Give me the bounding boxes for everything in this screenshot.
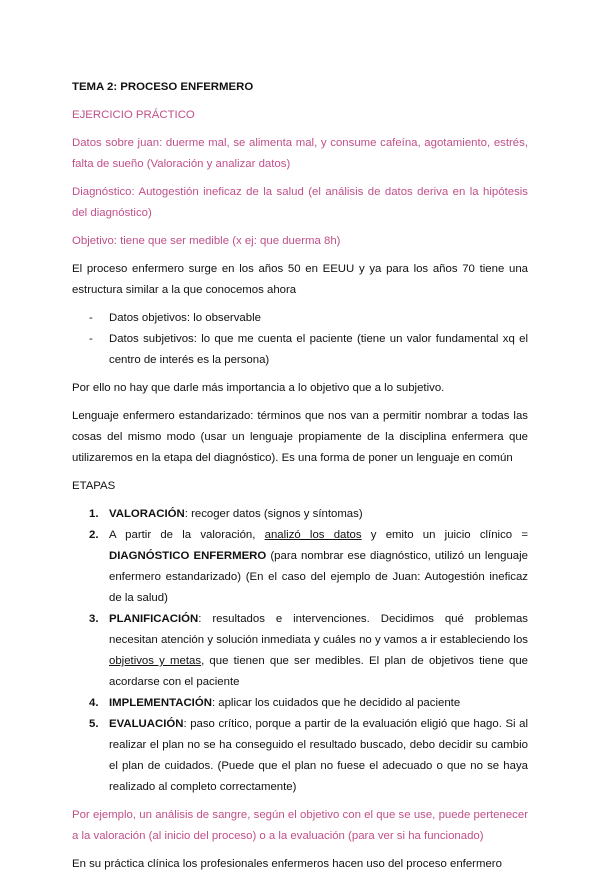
step-term: EVALUACIÓN: [109, 718, 184, 730]
page-title: TEMA 2: PROCESO ENFERMERO: [72, 81, 254, 93]
data-types-list: [72, 308, 528, 371]
step-valoracion: [72, 504, 528, 525]
list-item: [72, 308, 528, 329]
step-number: 4.: [89, 697, 99, 709]
step-number: 1.: [89, 508, 99, 520]
etapas-heading: ETAPAS: [72, 480, 116, 492]
intro-paragraph: El proceso enfermero surge en los años 50 en EEUU y ya para los años 70 tiene una estructura similar a la que conocemos ahora: [72, 263, 528, 296]
list-item: [72, 329, 528, 371]
list-item-text: Datos subjetivos: lo que me cuenta el paciente (tiene un valor fundamental xq el centro de interés es la persona): [109, 333, 528, 366]
step-text: y emito un juicio clínico =: [361, 529, 528, 541]
step-diagnostico: [72, 525, 528, 609]
step-text: : resultados e intervenciones. Decidimos qué problemas necesitan atención y solución inmediata y cuáles no y vamos a ir estableciendo los: [109, 613, 528, 646]
step-number: 2.: [89, 529, 99, 541]
step-text: A partir de la valoración,: [109, 529, 265, 541]
step-text: , que tienen que ser medibles. El plan de objetivos tiene que acordarse con el paciente: [109, 655, 528, 688]
exercise-datos: Datos sobre juan: duerme mal, se alimenta mal, y consume cafeína, agotamiento, estrés, falta de sueño (Valoración y analizar datos): [72, 137, 528, 170]
dash-bullet: -: [89, 312, 93, 324]
etapas-list: [72, 504, 528, 798]
closing-paragraph: En su práctica clínica los profesionales enfermeros hacen uso del proceso enfermero: [72, 858, 502, 870]
step-underlined-text: objetivos y metas: [109, 655, 202, 667]
dash-bullet: -: [89, 333, 93, 345]
importance-paragraph: Por ello no hay que darle más importancia a lo objetivo que a lo subjetivo.: [72, 382, 445, 394]
example-paragraph: Por ejemplo, un análisis de sangre, según el objetivo con el que se use, puede pertenecer a la valoración (al inicio del proceso) o a la evaluación (para ver si ha funcionado): [72, 809, 528, 842]
step-text: : paso crítico, porque a partir de la evaluación eligió que hago. Si al realizar el plan no se ha conseguido el resultado buscado, debo decidir su cambio el plan de cuidados. (Puede que el plan no fuese el adecuado o que no se haya realizado al completo correctamente): [109, 718, 528, 793]
step-planificacion: [72, 609, 528, 693]
list-item-text: Datos objetivos: lo observable: [109, 312, 261, 324]
step-term: IMPLEMENTACIÓN: [109, 697, 212, 709]
step-term: PLANIFICACIÓN: [109, 613, 199, 625]
step-term: VALORACIÓN: [109, 508, 185, 520]
lenguaje-paragraph: Lenguaje enfermero estandarizado: términos que nos van a permitir nombrar a todas las cosas del mismo modo (usar un lenguaje propiamente de la disciplina enfermera que utilizaremos en la etapa del diagnóstico). Es una forma de poner un lenguaje en común: [72, 410, 528, 464]
step-text: : recoger datos (signos y síntomas): [184, 508, 363, 520]
step-implementacion: [72, 693, 528, 714]
step-number: 3.: [89, 613, 99, 625]
step-number: 5.: [89, 718, 99, 730]
step-term: DIAGNÓSTICO ENFERMERO: [109, 550, 267, 562]
step-evaluacion: [72, 714, 528, 798]
step-text: : aplicar los cuidados que he decidido al paciente: [211, 697, 461, 709]
exercise-heading: EJERCICIO PRÁCTICO: [72, 109, 195, 121]
step-text: (para nombrar ese diagnóstico, utilizó un lenguaje enfermero estandarizado) (En el caso del ejemplo de Juan: Autogestión ineficaz de la salud): [109, 550, 528, 604]
step-underlined-text: analizó los datos: [264, 529, 362, 541]
exercise-diagnostico: Diagnóstico: Autogestión ineficaz de la salud (el análisis de datos deriva en la hipótesis del diagnóstico): [72, 186, 528, 219]
exercise-objetivo: Objetivo: tiene que ser medible (x ej: que duerma 8h): [72, 235, 341, 247]
